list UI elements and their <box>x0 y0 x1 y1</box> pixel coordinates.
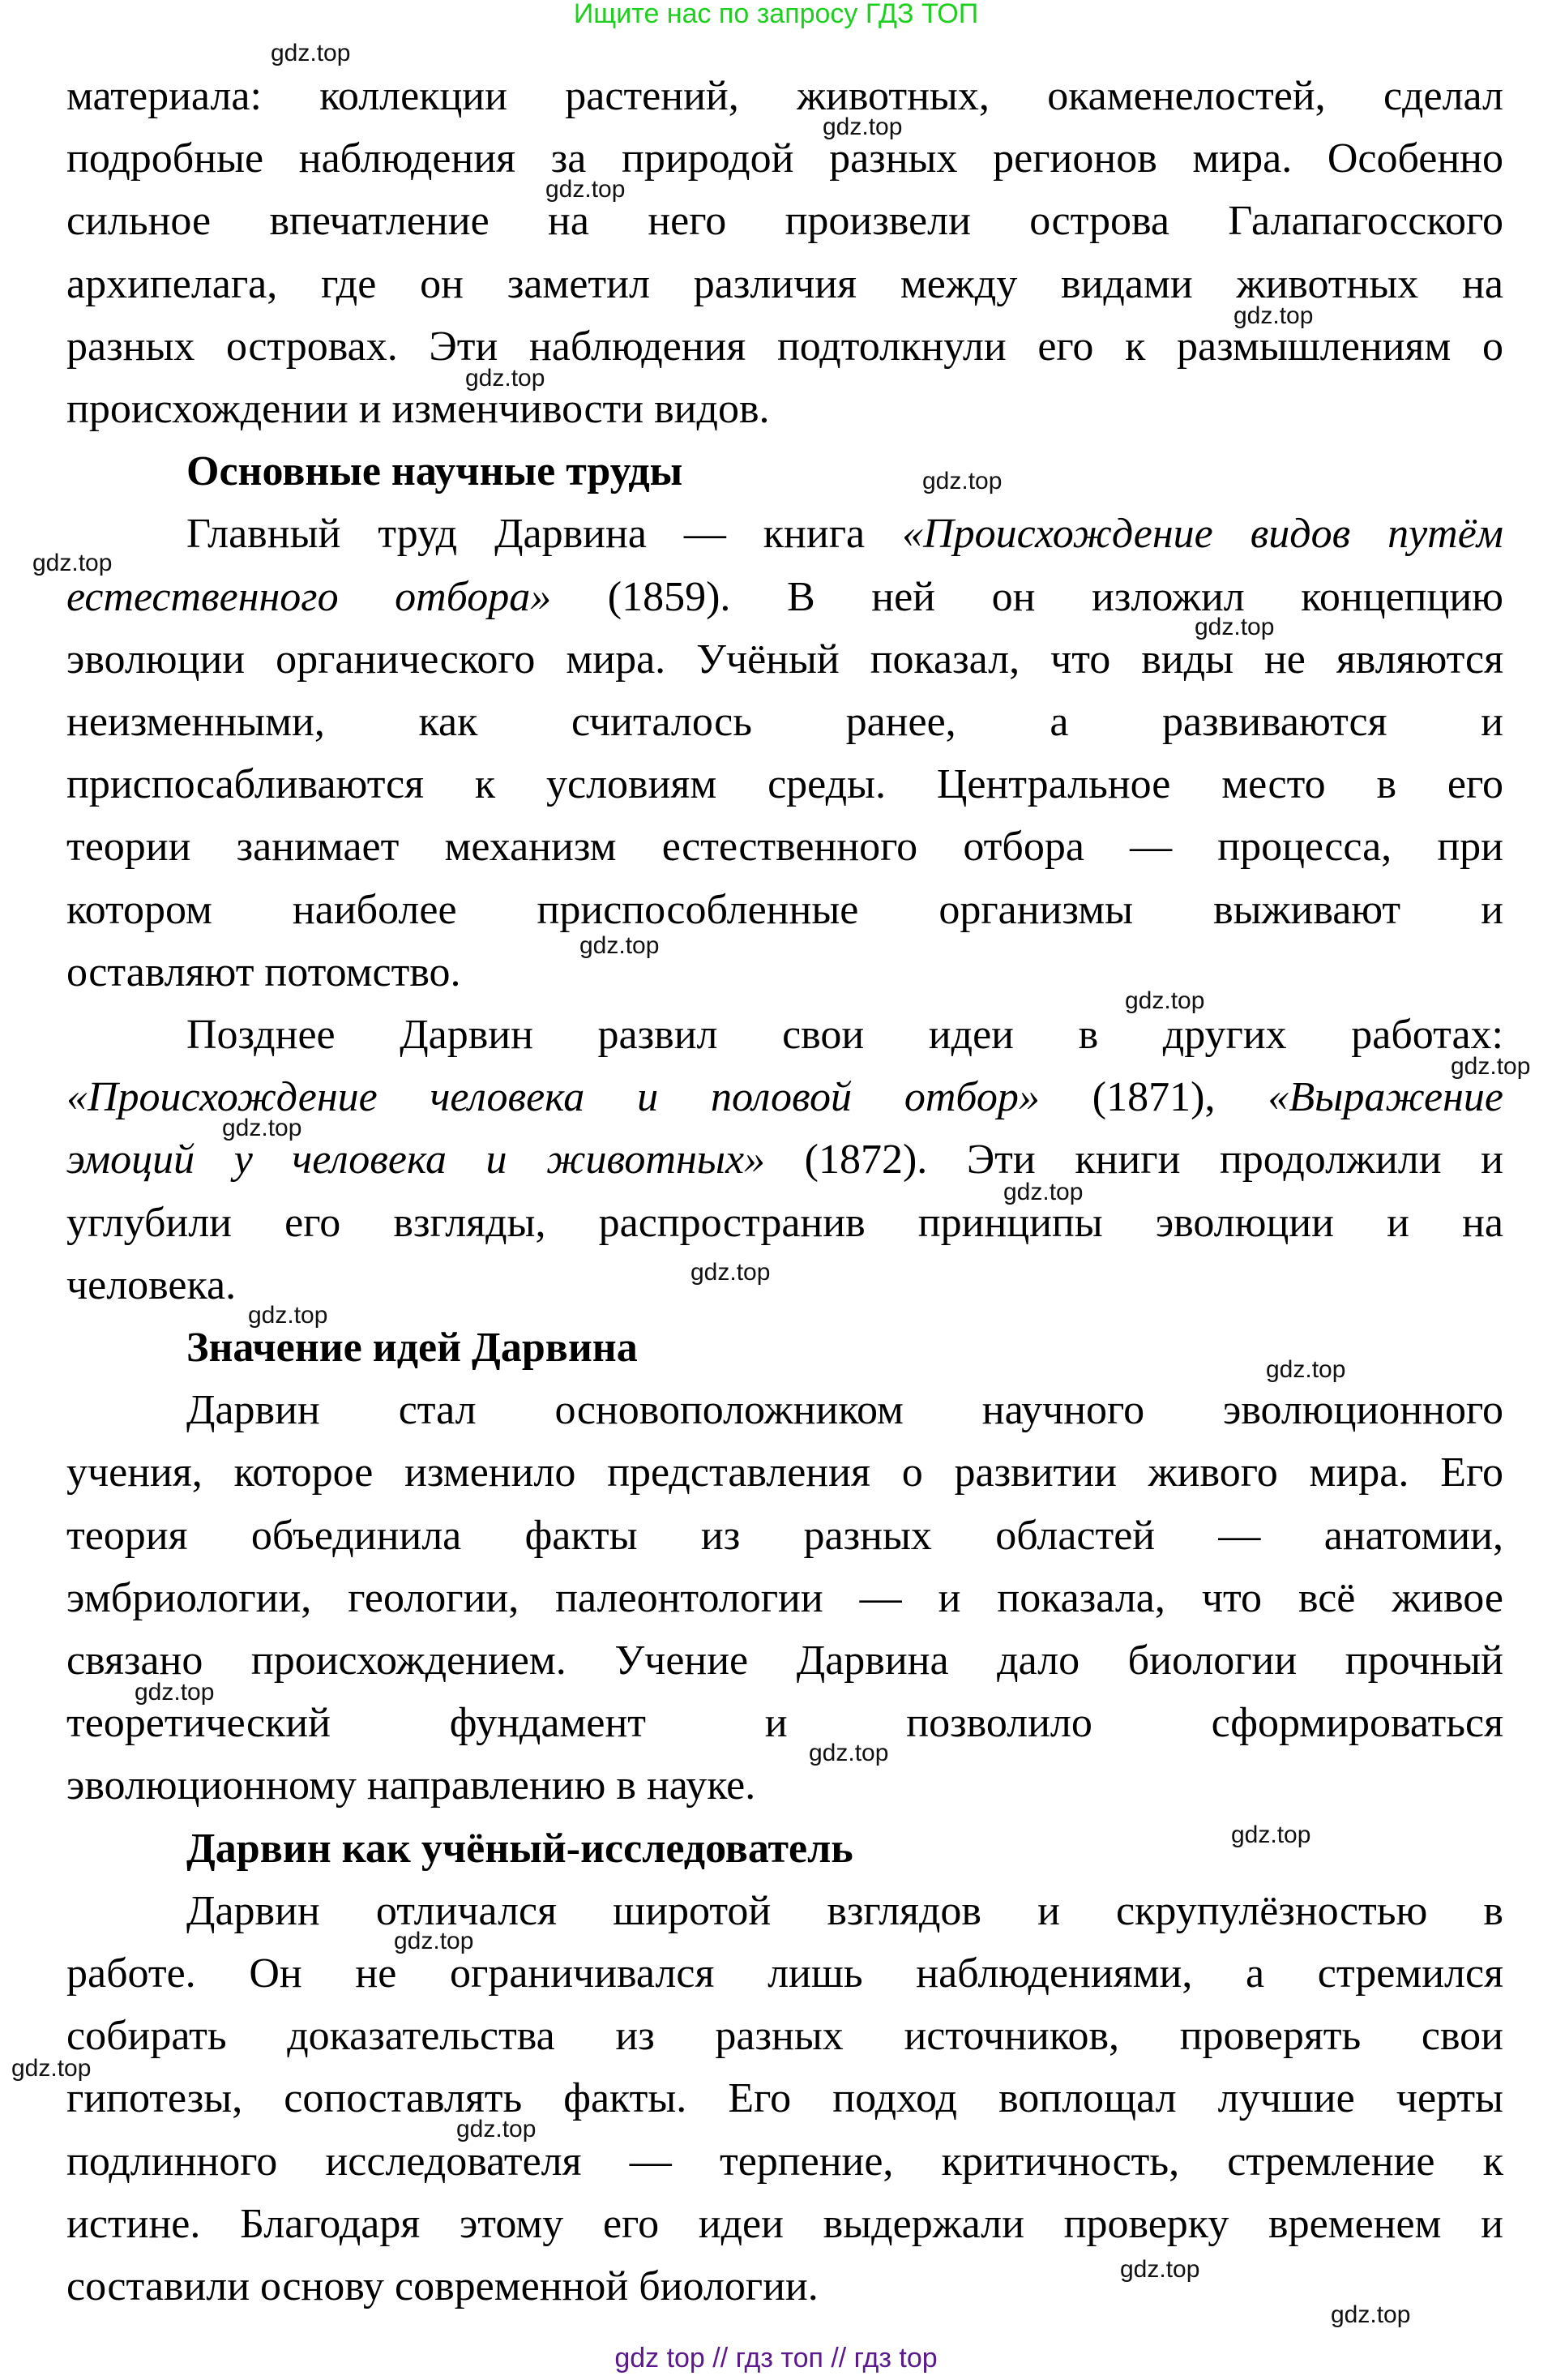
text-segment: человека. <box>66 1261 237 1308</box>
text-segment: Дарвин стал основоположником научного эволюционного <box>186 1387 1503 1434</box>
text-segment: подробные наблюдения за природой разных регионов мира. Особенно <box>66 135 1503 182</box>
text-line <box>66 1567 1503 1629</box>
text-line <box>66 941 1503 1004</box>
watermark: gdz.top <box>579 932 660 959</box>
watermark: gdz.top <box>1120 2256 1200 2283</box>
text-line <box>66 2005 1503 2067</box>
watermark: gdz.top <box>465 365 545 392</box>
book-title: «Выражение <box>1268 1074 1503 1121</box>
text-line <box>66 1505 1503 1567</box>
text-segment: (1859). В ней он изложил концепцию <box>551 573 1503 620</box>
text-segment: работе. Он не ограничивался лишь наблюдениями, а стремился <box>66 1950 1503 1997</box>
text-line <box>66 65 1503 127</box>
text-segment: материала: коллекции растений, животных, окаменелостей, сделал <box>66 73 1503 119</box>
text-segment: собирать доказательства из разных источников, проверять свои <box>66 2013 1503 2060</box>
text-line <box>66 2130 1503 2193</box>
text-segment: эволюционному направлению в науке. <box>66 1762 756 1809</box>
book-title: «Происхождение видов путём <box>902 511 1503 558</box>
text-segment: учения, которое изменило представления о развитии живого мира. Его <box>66 1449 1503 1496</box>
watermark: gdz.top <box>32 550 113 576</box>
watermark: gdz.top <box>823 113 903 140</box>
watermark: gdz.top <box>1451 1053 1531 1080</box>
watermark: gdz.top <box>1233 302 1314 329</box>
text-line <box>66 1629 1503 1692</box>
text-line <box>66 127 1503 190</box>
watermark: gdz.top <box>11 2055 92 2082</box>
watermark: gdz.top <box>545 176 626 203</box>
text-segment: (1872). Эти книги продолжили и <box>765 1136 1503 1184</box>
text-line <box>186 503 1503 565</box>
text-segment: происхождении и изменчивости видов. <box>66 386 770 432</box>
text-segment: Позднее Дарвин развил свои идеи в других работах: <box>186 1012 1503 1058</box>
text-line <box>66 2193 1503 2255</box>
section-heading <box>186 1817 853 1880</box>
text-segment: Основные научные труды <box>186 448 683 495</box>
text-segment: неизменными, как считалось ранее, а развиваются и <box>66 699 1503 745</box>
text-line <box>66 2067 1503 2130</box>
text-segment: Дарвин отличался широтой взглядов и скрупулёзностью в <box>186 1887 1503 1934</box>
text-line <box>66 753 1503 815</box>
text-segment: Дарвин как учёный-исследователь <box>186 1825 853 1872</box>
search-banner-link[interactable]: Ищите нас по запросу ГДЗ ТОП <box>573 0 979 29</box>
watermark: gdz.top <box>809 1740 889 1766</box>
text-segment: подлинного исследователя — терпение, критичность, стремление к <box>66 2138 1503 2185</box>
text-segment: истине. Благодаря этому его идеи выдержали проверку временем и <box>66 2200 1503 2247</box>
text-line <box>66 1192 1503 1254</box>
watermark: gdz.top <box>1003 1179 1084 1205</box>
book-title: эмоций у человека и животных» <box>66 1136 766 1184</box>
text-segment: эмбриологии, геологии, палеонтологии — и показала, что всё живое <box>66 1574 1503 1621</box>
book-title: естественного отбора» <box>66 573 552 620</box>
footer-links[interactable]: gdz top // гдз топ // гдз top <box>614 2343 938 2374</box>
text-line <box>66 879 1503 941</box>
text-line <box>186 1379 1503 1441</box>
watermark: gdz.top <box>1266 1356 1346 1383</box>
text-line <box>186 1004 1503 1066</box>
text-line <box>186 1880 1503 1942</box>
text-line <box>66 1441 1503 1504</box>
text-segment: гипотезы, сопоставлять факты. Его подход воплощал лучшие черты <box>66 2075 1503 2122</box>
watermark: gdz.top <box>248 1302 328 1329</box>
text-segment: теория объединила факты из разных областей — анатомии, <box>66 1512 1503 1559</box>
text-line <box>66 2255 1503 2318</box>
text-line <box>66 628 1503 691</box>
watermark: gdz.top <box>922 468 1003 494</box>
text-segment: углубили его взгляды, распространив принципы эволюции и на <box>66 1199 1503 1246</box>
text-line <box>66 566 1503 628</box>
text-line <box>66 1692 1503 1754</box>
text-segment: архипелага, где он заметил различия между видами животных на <box>66 260 1503 307</box>
text-segment: Главный труд Дарвина — книга <box>186 511 903 558</box>
text-segment: сильное впечатление на него произвели острова Галапагосского <box>66 198 1503 245</box>
text-segment: Значение идей Дарвина <box>186 1325 638 1371</box>
watermark: gdz.top <box>690 1259 771 1286</box>
text-segment: эволюции органического мира. Учёный показал, что виды не являются <box>66 636 1503 683</box>
text-segment: оставляют потомство. <box>66 948 461 995</box>
text-line <box>66 1754 1503 1817</box>
text-segment: приспосабливаются к условиям среды. Центральное место в его <box>66 761 1503 808</box>
text-line <box>66 815 1503 878</box>
text-line <box>66 378 1503 440</box>
text-segment: (1871), <box>1039 1074 1268 1121</box>
watermark: gdz.top <box>222 1115 302 1141</box>
text-line <box>66 1942 1503 2005</box>
watermark: gdz.top <box>1231 1821 1311 1848</box>
watermark: gdz.top <box>456 2116 537 2142</box>
text-line <box>66 190 1503 252</box>
section-heading <box>186 440 682 503</box>
text-line <box>66 691 1503 753</box>
watermark: gdz.top <box>135 1679 215 1706</box>
text-segment: составили основу современной биологии. <box>66 2263 819 2309</box>
watermark: gdz.top <box>1125 987 1205 1014</box>
text-segment: связано происхождением. Учение Дарвина дало биологии прочный <box>66 1637 1503 1684</box>
text-segment: котором наиболее приспособленные организмы выживают и <box>66 886 1503 933</box>
watermark: gdz.top <box>1195 614 1275 640</box>
text-segment: разных островах. Эти наблюдения подтолкнули его к размышлениям о <box>66 323 1503 370</box>
text-segment: теоретический фундамент и позволило сформироваться <box>66 1700 1503 1747</box>
book-title: «Происхождение человека и половой отбор» <box>66 1074 1040 1121</box>
watermark: gdz.top <box>1331 2301 1411 2328</box>
watermark: gdz.top <box>271 40 351 66</box>
watermark: gdz.top <box>394 1928 474 1954</box>
text-segment: теории занимает механизм естественного отбора — процесса, при <box>66 824 1503 871</box>
